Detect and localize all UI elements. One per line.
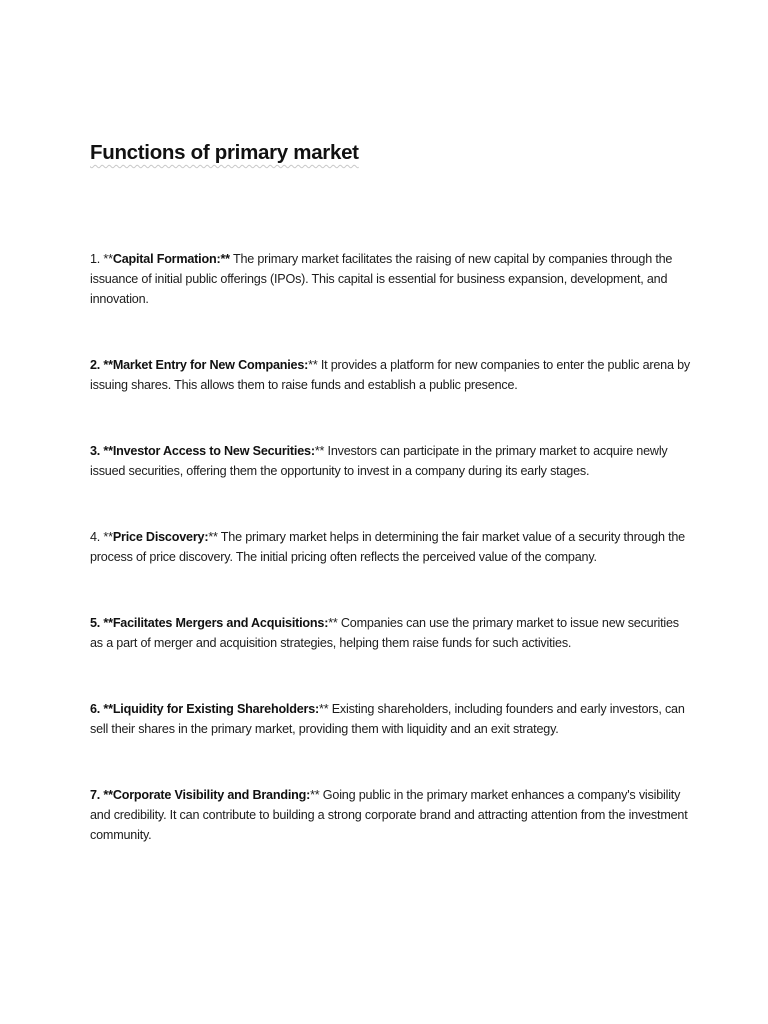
- item-heading: Liquidity for Existing Shareholders:: [112, 702, 320, 716]
- list-item: [90, 527, 690, 567]
- item-body: ** Going public in the primary market enhances a company's visibility and credibility. It can contribute to building a strong corporate brand and attracting attention from the investment community.: [90, 788, 688, 842]
- item-number: 1. **: [90, 252, 113, 266]
- item-number: 6. **: [90, 702, 113, 716]
- item-body: ** The primary market helps in determining the fair market value of a security through the process of price discovery. The initial pricing often reflects the perceived value of the company.: [90, 530, 685, 564]
- functions-list: [90, 249, 690, 891]
- list-item: [90, 699, 690, 739]
- item-body: ** Companies can use the primary market to issue new securities as a part of merger and acquisition strategies, helping them raise funds for such activities.: [90, 616, 679, 650]
- item-body: ** It provides a platform for new companies to enter the public arena by issuing shares. This allows them to raise funds and establish a public presence.: [90, 358, 690, 392]
- item-body: The primary market facilitates the raising of new capital by companies through the issuance of initial public offerings (IPOs). This capital is essential for business expansion, development, and innovation.: [90, 252, 673, 306]
- item-heading: Investor Access to New Securities:: [112, 444, 315, 458]
- item-body: ** Existing shareholders, including founders and early investors, can sell their shares in the primary market, providing them with liquidity and an exit strategy.: [90, 702, 685, 736]
- item-body: ** Investors can participate in the primary market to acquire newly issued securities, offering them the opportunity to invest in a company during its early stages.: [90, 444, 668, 478]
- item-heading: Facilitates Mergers and Acquisitions:: [112, 616, 329, 630]
- item-number: 4. **: [90, 530, 113, 544]
- page-title: Functions of primary market: [90, 141, 359, 164]
- item-heading: Market Entry for New Companies:: [112, 358, 309, 372]
- item-number: 5. **: [90, 616, 113, 630]
- list-item: [90, 249, 690, 309]
- item-number: 3. **: [90, 444, 113, 458]
- item-heading: Corporate Visibility and Branding:: [112, 788, 311, 802]
- list-item: [90, 785, 690, 845]
- item-number: 7. **: [90, 788, 113, 802]
- item-number: 2. **: [90, 358, 113, 372]
- item-heading: Capital Formation:**: [112, 252, 230, 266]
- list-item: [90, 613, 690, 653]
- list-item: [90, 441, 690, 481]
- item-heading: Price Discovery:: [112, 530, 209, 544]
- list-item: [90, 355, 690, 395]
